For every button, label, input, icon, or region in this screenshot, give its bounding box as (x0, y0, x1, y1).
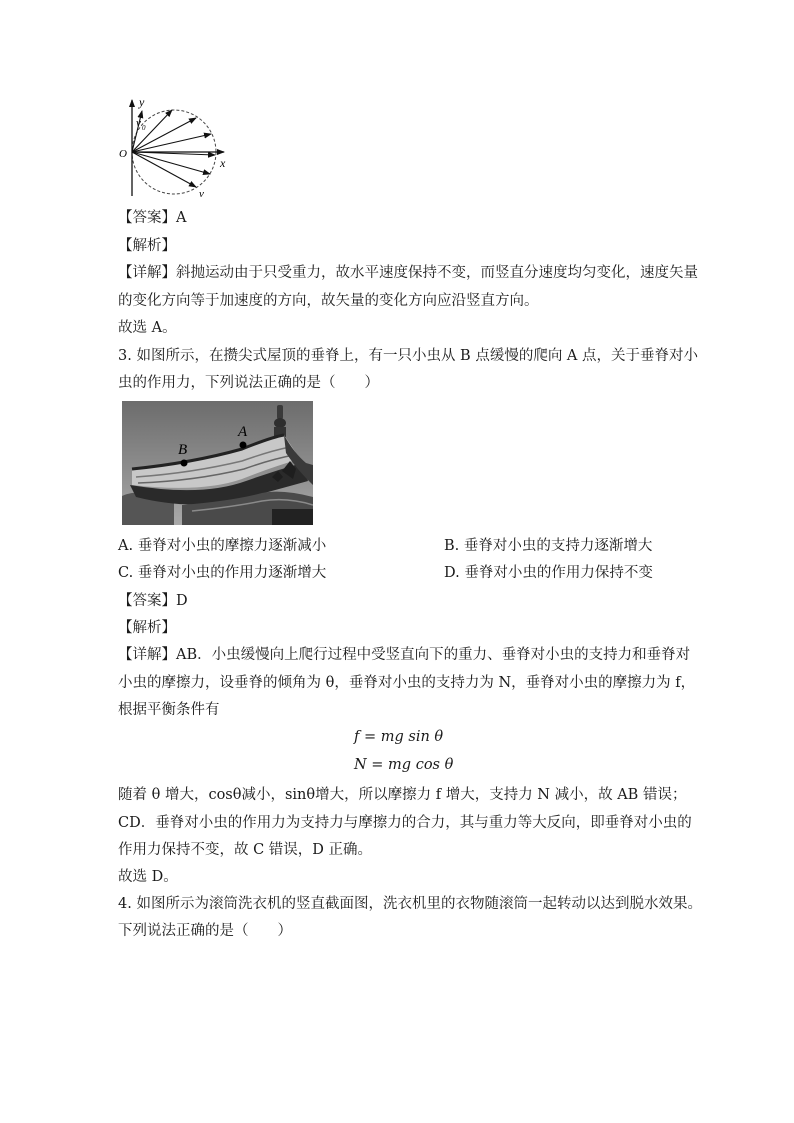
v0-subscript: 0 (142, 124, 146, 132)
q2-detail-line: 的变化方向等于加速度的方向，故矢量的变化方向应沿竖直方向。 (118, 293, 539, 309)
v0-label: v (136, 117, 141, 129)
q3-detail-line: CD．垂脊对小虫的作用力为支持力与摩擦力的合力，其与重力等大反向，即垂脊对小虫的 (118, 815, 692, 831)
point-a-label: A (238, 424, 248, 440)
option-a: A. 垂脊对小虫的摩擦力逐渐减小 (118, 538, 327, 554)
x-axis-label: x (220, 156, 226, 170)
option-b: B. 垂脊对小虫的支持力逐渐增大 (444, 538, 653, 554)
q3-stem-line: 虫的作用力，下列说法正确的是（ ） (118, 375, 379, 391)
q3-answer: 【答案】D (118, 593, 188, 609)
q4-stem-line: 4. 如图所示为滚筒洗衣机的竖直截面图，洗衣机里的衣物随滚筒一起转动以达到脱水效果。 (118, 896, 702, 912)
velocity-vector (132, 134, 211, 152)
point-b-marker (181, 460, 188, 467)
equation-friction: f = mg sin θ (354, 729, 444, 745)
equation-normal: N = mg cos θ (354, 757, 454, 773)
q2-answer: 【答案】A (118, 210, 187, 226)
q2-choice: 故选 A。 (118, 320, 177, 336)
q3-detail-line: 作用力保持不变，故 C 错误，D 正确。 (118, 842, 373, 858)
q3-stem-line: 3. 如图所示，在攒尖式屋顶的垂脊上，有一只小虫从 B 点缓慢的爬向 A 点，关于垂脊对小 (118, 348, 699, 364)
q4-stem-line: 下列说法正确的是（ ） (118, 923, 292, 939)
q2-detail-line: 【详解】斜抛运动由于只受重力，故水平速度保持不变，而竖直分速度均匀变化，速度矢量 (118, 265, 698, 281)
velocity-vector-diagram (114, 94, 234, 204)
q3-detail-line: 小虫的摩擦力，设垂脊的倾角为 θ，垂脊对小虫的支持力为 N，垂脊对小虫的摩擦力为 f， (118, 675, 696, 691)
velocity-vector (132, 152, 196, 187)
option-d: D. 垂脊对小虫的作用力保持不变 (444, 565, 653, 581)
q3-detail-line: 【详解】AB．小虫缓慢向上爬行过程中受竖直向下的重力、垂脊对小虫的支持力和垂脊对 (118, 647, 691, 663)
v-label: v (199, 188, 204, 200)
q3-detail-line: 根据平衡条件有 (118, 702, 220, 718)
option-c: C. 垂脊对小虫的作用力逐渐增大 (118, 565, 327, 581)
q2-analysis-heading: 【解析】 (118, 238, 176, 254)
q3-choice: 故选 D。 (118, 869, 178, 885)
q3-detail-line: 随着 θ 增大，cosθ减小，sinθ增大，所以摩擦力 f 增大，支持力 N 减小，故 AB 错误； (118, 787, 687, 803)
q3-analysis-heading: 【解析】 (118, 620, 176, 636)
origin-label: O (119, 148, 127, 160)
point-b-label: B (178, 442, 188, 458)
point-a-marker (240, 442, 247, 449)
y-axis-label: y (139, 95, 145, 109)
roof-photo (122, 401, 313, 525)
velocity-vector (132, 152, 210, 174)
